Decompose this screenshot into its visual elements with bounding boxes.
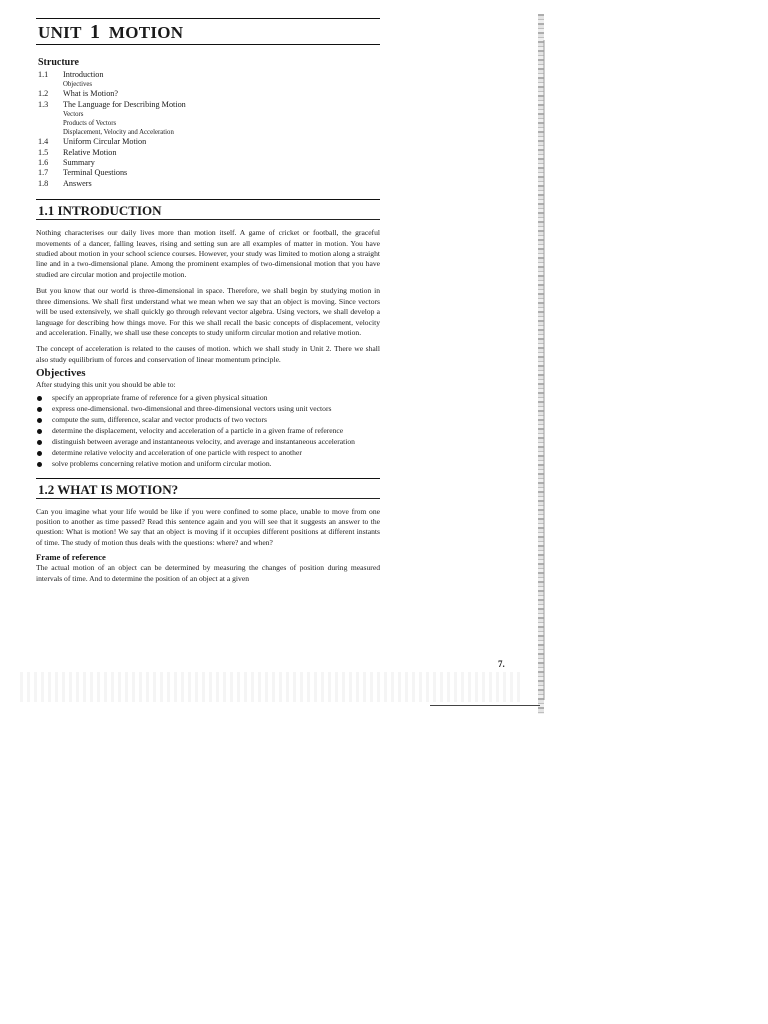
toc-subitem: Products of Vectors — [63, 120, 117, 128]
toc-item-label: Relative Motion — [63, 147, 117, 157]
toc-item — [36, 137, 380, 147]
objective-item: compute the sum, difference, scalar and vector products of two vectors — [36, 415, 380, 425]
objective-item: determine relative velocity and acceleration of one particle with respect to another — [36, 448, 380, 458]
intro-paragraph-1: Nothing characterises our daily lives more than motion itself. A game of cricket or football, the graceful movements of a dancer, falling leaves, rising and setting sun are all examples of matter in motion. You have studied about motion in your school science courses. However, your study was limited to motion along a straight line and in a two-dimensional plane. Among the prominent examples of two-dimensional motion that you have studied are circular motion and projectile motion. — [36, 228, 380, 279]
intro-paragraph-2: But you know that our world is three-dimensional in space. Therefore, we shall begin by studying motion in three dimensions. We shall first understand what we mean when we say that an object is moving. Since vectors will be used extensively, we shall quickly go through relevant vector algebra. Using vectors, we shall develop a language for describing how things move. For this we shall recall the basic concepts of displacement, velocity and acceleration. Finally, we shall use these concepts to study uniform circular motion and relative motion. — [36, 286, 380, 337]
toc-item — [36, 168, 380, 178]
toc-item — [36, 179, 380, 189]
motion-paragraph: Can you imagine what your life would be like if you were confined to some place, unable to move from one position to another as time passed? Read this sentence again and you will see that it suggests an answer to the question: What is motion! We say that an object is moving if it occupies different positions at different instants of time. The study of motion thus deals with the questions: where? and when? — [36, 506, 380, 547]
intro-heading: 1.1 INTRODUCTION — [38, 203, 162, 219]
motion-heading: 1.2 WHAT IS MOTION? — [38, 481, 179, 497]
intro-paragraph-3: The concept of acceleration is related to the causes of motion. which we shall study in Unit 2. There we shall also study equilibrium of forces and conservation of linear momentum principle. — [36, 344, 380, 364]
toc-item-number: 1.8 — [38, 178, 49, 188]
toc-item-number: 1.3 — [38, 99, 49, 109]
top-rule — [36, 18, 380, 19]
objective-item: solve problems concerning relative motion and uniform circular motion. — [36, 459, 380, 469]
objectives-heading: Objectives — [36, 367, 86, 380]
toc-item-label: Answers — [63, 178, 92, 188]
toc-item — [36, 148, 380, 158]
toc-item — [36, 158, 380, 168]
toc-item-label: Summary — [63, 158, 95, 168]
scan-binding-line — [543, 40, 545, 700]
toc-subitem: Displacement, Velocity and Acceleration — [63, 129, 174, 137]
toc-item-label: Terminal Questions — [63, 168, 128, 178]
toc-item — [36, 70, 380, 80]
toc-item-label: What is Motion? — [63, 89, 119, 99]
frame-paragraph: The actual motion of an object can be determined by measuring the changes of position during measured intervals of time. And to determine the position of an object at a given — [36, 563, 380, 583]
objectives-list — [36, 393, 380, 469]
scan-bottom-edge — [430, 705, 540, 706]
title-rule — [36, 44, 380, 45]
unit-number: 1 — [89, 21, 101, 43]
scan-noise — [20, 672, 520, 702]
objective-item: express one-dimensional. two-dimensional and three-dimensional vectors using unit vectors — [36, 404, 380, 414]
unit-name: MOTION — [108, 23, 184, 42]
unit-title — [38, 21, 380, 44]
toc-item-number: 1.4 — [38, 137, 49, 147]
toc-item-number: 1.5 — [38, 147, 49, 157]
toc-subitem: Objectives — [63, 81, 93, 89]
toc-item-number: 1.2 — [38, 89, 49, 99]
objective-item: determine the displacement, velocity and acceleration of a particle in a given frame of reference — [36, 426, 380, 436]
objective-item: distinguish between average and instantaneous velocity, and average and instantaneous acceleration — [36, 437, 380, 447]
toc-item-number: 1.6 — [38, 158, 49, 168]
structure-heading: Structure — [38, 57, 79, 68]
toc-item-label: Uniform Circular Motion — [63, 137, 147, 147]
page-content — [36, 18, 380, 584]
toc-item-label: Introduction — [63, 70, 104, 79]
objectives-lead: After studying this unit you should be able to: — [36, 380, 176, 390]
toc-item — [36, 100, 380, 110]
frame-heading: Frame of reference — [36, 552, 106, 563]
objective-item: specify an appropriate frame of reference for a given physical situation — [36, 393, 380, 403]
table-of-contents — [36, 70, 380, 189]
toc-item-number: 1.1 — [38, 70, 49, 79]
toc-subitem: Vectors — [63, 111, 84, 119]
toc-item — [36, 89, 380, 99]
toc-item-label: The Language for Describing Motion — [63, 99, 186, 109]
unit-prefix: UNIT — [38, 23, 82, 42]
page-number: 7. — [498, 659, 505, 669]
toc-item-number: 1.7 — [38, 168, 49, 178]
